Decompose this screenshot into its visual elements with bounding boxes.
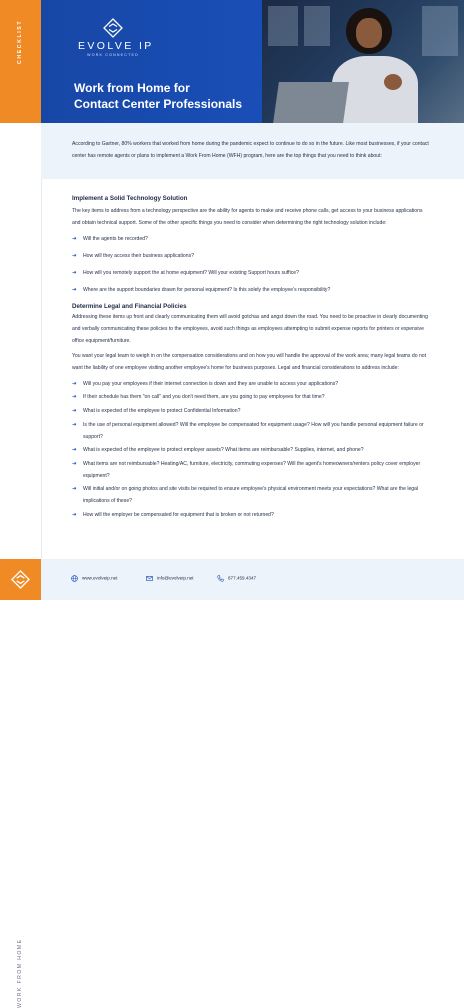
list-item: ➜ Where are the support boundaries drawn for personal equipment? Is this solely the employee's responsibility? <box>72 285 428 297</box>
legal-paragraph-2: You want your legal team to weigh in on the compensation considerations and on how you will handle the approval of the work area; many legal teams do not want the liability of one employee visiting another employee's home for business purposes. Legal and financial considerations to address include: <box>72 353 427 372</box>
logo-tagline: WORK CONNECTED <box>87 53 139 57</box>
list-item: ➜ If their schedule has them "on call" and you don't need them, are you going to pay employees for that time? <box>72 392 428 404</box>
list-item: ➜ How will you remotely support the at home equipment? Will your existing Support hours suffice? <box>72 268 428 280</box>
phone-text: 877.459.4347 <box>228 575 257 581</box>
arrow-icon: ➜ <box>72 421 77 428</box>
arrow-icon: ➜ <box>72 486 77 493</box>
phone-icon <box>217 575 224 582</box>
arrow-icon: ➜ <box>72 286 77 293</box>
side-label-checklist <box>0 0 41 123</box>
intro-paragraph: According to Gartner, 80% workers that worked from home during the pandemic expect to continue to do so in the future. Like most businesses, if your contact center has remote agents or plans to implement a Work From Home (WFH) program, here are the top things that you need to think about: <box>72 141 429 159</box>
arrow-icon: ➜ <box>72 394 77 401</box>
evolve-ip-logo <box>78 18 154 57</box>
section-heading-technology: Implement a Solid Technology Solution <box>72 195 188 202</box>
list-item: ➜ How will they access their business applications? <box>72 251 428 263</box>
list-item: ➜ What items are not reimbursable? Heating/AC, furniture, electricity, commuting expenses? Will the agent's homeowners/renters policy cover employer equipment? <box>72 460 421 479</box>
title-line-2: Contact Center Professionals <box>74 97 243 111</box>
arrow-icon: ➜ <box>72 380 77 387</box>
footer-website[interactable] <box>71 575 118 582</box>
work-from-home-label: WORK FROM HOME <box>17 938 23 1008</box>
arrow-icon: ➜ <box>72 269 77 276</box>
legal-list <box>72 379 428 522</box>
arrow-icon: ➜ <box>72 460 77 467</box>
technology-paragraph: The key items to address from a technology perspective are the ability for agents to make and receive phone calls, get access to your business applications and obtain technical support. Some of the other specific things you need to consider when determining the right technology solution include: <box>72 208 423 226</box>
envelope-icon <box>146 575 153 582</box>
header-photo <box>262 0 464 123</box>
list-item: ➜ Will the agents be recorded? <box>72 234 428 246</box>
header-banner <box>41 0 464 123</box>
list-item: ➜ Is the use of personal equipment allowed? Will the employee be compensated for equipment usage? How will you handle personal equipment failure or support? <box>72 421 424 440</box>
email-text: info@evolveip.net <box>157 575 194 581</box>
side-rail-bottom-block <box>0 559 41 600</box>
side-label-work-from-home <box>0 470 41 1008</box>
footer-phone[interactable] <box>217 575 256 582</box>
list-item: ➜ What is expected of the employee to protect employer assets? What items are reimbursable? Supplies, internet, and phone? <box>72 445 428 457</box>
arrow-icon: ➜ <box>72 236 77 243</box>
technology-list <box>72 234 428 296</box>
list-item: ➜ Will you pay your employees if their internet connection is down and they are unable to access your applications? <box>72 379 428 391</box>
list-item: ➜ Will initial and/or on going photos and site visits be required to ensure employee's physical environment meets your expectations? What are the legal implications of these? <box>72 486 419 505</box>
logo-text: EVOLVE IP <box>78 40 154 52</box>
legal-paragraph-1: Addressing these items up front and clearly communicating them will avoid gotchas and angst down the road. You need to be proactive in clearly documenting and verbally communicating these policies to the employees, avoid such things as employees attempting to submit expense reports for printers or expensive office equipment/furniture. <box>72 314 428 344</box>
footer-email[interactable] <box>146 575 194 582</box>
list-item: ➜ How will the employer be compensated for equipment that is broken or not returned? <box>72 510 428 522</box>
evolve-logo-icon <box>103 18 123 38</box>
arrow-icon: ➜ <box>72 447 77 454</box>
section-heading-legal: Determine Legal and Financial Policies <box>72 303 187 311</box>
globe-icon <box>71 575 78 582</box>
list-item: ➜ What is expected of the employee to protect Confidential Information? <box>72 406 428 418</box>
main-content <box>72 195 428 521</box>
checklist-label: CHECKLIST <box>17 19 23 64</box>
title-line-1: Work from Home for <box>74 81 190 95</box>
website-text: www.evolveip.net <box>82 575 118 581</box>
evolve-logo-icon <box>11 570 30 589</box>
arrow-icon: ➜ <box>72 408 77 415</box>
page-title <box>74 80 242 112</box>
footer-bar <box>41 559 464 600</box>
arrow-icon: ➜ <box>72 253 77 260</box>
arrow-icon: ➜ <box>72 511 77 518</box>
intro-band <box>41 123 464 179</box>
